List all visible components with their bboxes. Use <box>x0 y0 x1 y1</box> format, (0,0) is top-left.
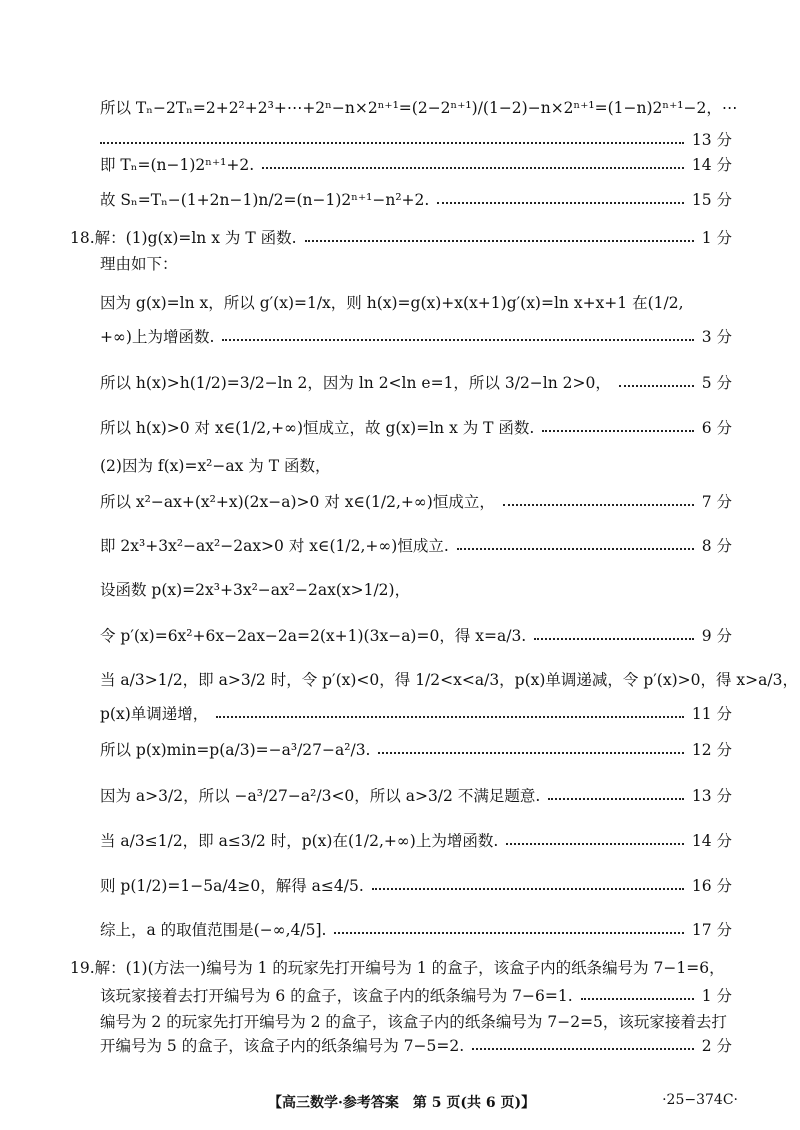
content-line: 所以 x²−ax+(x²+x)(2x−a)>0 对 x∈(1/2,+∞)恒成立， 7 分 <box>100 490 732 512</box>
question-heading-18: 18.解：(1)g(x)=ln x 为 T 函数. 1 分 <box>70 226 732 248</box>
dot-leader <box>334 932 683 934</box>
content-line <box>100 128 732 150</box>
dot-leader <box>222 339 693 341</box>
question-heading-19: 19.解：(1)(方法一)编号为 1 的玩家先打开编号为 1 的盒子，该盒子内的纸条编号为 7−1=6， <box>70 959 725 977</box>
score-label: 13 分 <box>691 787 732 805</box>
score-label: 14 分 <box>691 156 732 174</box>
dot-leader <box>437 202 684 204</box>
content-line: 理由如下： <box>100 255 178 273</box>
content-line: 设函数 p(x)=2x³+3x²−ax²−2ax(x>1/2)， <box>100 581 411 599</box>
content-line: 开编号为 5 的盒子，该盒子内的纸条编号为 7−5=2. 2 分 <box>100 1034 732 1056</box>
dot-leader <box>542 430 693 432</box>
content-line: 所以 Tₙ−2Tₙ=2+2²+2³+⋯+2ⁿ−n×2ⁿ⁺¹=(2−2ⁿ⁺¹)/(1−2)−n×2ⁿ⁺¹=(1−n)2ⁿ⁺¹−2，⋯ <box>100 99 738 117</box>
footer-code: ·25−374C· <box>662 1092 738 1108</box>
score-label: 5 分 <box>701 374 732 392</box>
score-label: 13 分 <box>691 131 732 149</box>
dot-leader <box>305 240 694 242</box>
content-line: 因为 a>3/2，所以 −a³/27−a²/3<0，所以 a>3/2 不满足题意. 13 分 <box>100 784 732 806</box>
content-line: 编号为 2 的玩家先打开编号为 2 的盒子，该盒子内的纸条编号为 7−2=5，该玩家接着去打 <box>100 1013 727 1031</box>
score-label: 8 分 <box>701 537 732 555</box>
content-line: 所以 h(x)>h(1/2)=3/2−ln 2，因为 ln 2<ln e=1，所以 3/2−ln 2>0， 5 分 <box>100 371 732 393</box>
content-line: 令 p′(x)=6x²+6x−2ax−2a=2(x+1)(3x−a)=0，得 x=a/3. 9 分 <box>100 624 732 646</box>
dot-leader <box>619 385 694 387</box>
score-label: 1 分 <box>701 229 732 247</box>
score-label: 7 分 <box>701 493 732 511</box>
dot-leader <box>548 798 684 800</box>
footer-title: 【高三数学·参考答案 第 5 页(共 6 页)】 <box>268 1095 536 1111</box>
score-label: 16 分 <box>691 877 732 895</box>
content-line: +∞)上为增函数. 3 分 <box>100 325 732 347</box>
dot-leader <box>262 167 684 169</box>
content-line: 所以 p(x)min=p(a/3)=−a³/27−a²/3. 12 分 <box>100 738 732 760</box>
dot-leader <box>581 998 694 1000</box>
content-line: 因为 g(x)=ln x，所以 g′(x)=1/x，则 h(x)=g(x)+x(x+1)g′(x)=ln x+x+1 在(1/2, <box>100 294 684 312</box>
dot-leader <box>100 142 684 144</box>
dot-leader <box>472 1048 694 1050</box>
score-label: 3 分 <box>701 328 732 346</box>
dot-leader <box>506 843 684 845</box>
score-label: 17 分 <box>691 921 732 939</box>
dot-leader <box>503 504 694 506</box>
dot-leader <box>372 888 684 890</box>
score-label: 1 分 <box>701 987 732 1005</box>
score-label: 2 分 <box>701 1037 732 1055</box>
content-line: 当 a/3>1/2，即 a>3/2 时，令 p′(x)<0，得 1/2<x<a/3，p(x)单调递减，令 p′(x)>0，得 x>a/3， <box>100 671 798 689</box>
content-line: 即 Tₙ=(n−1)2ⁿ⁺¹+2. 14 分 <box>100 153 732 175</box>
content-line: 该玩家接着去打开编号为 6 的盒子，该盒子内的纸条编号为 7−6=1. 1 分 <box>100 984 732 1006</box>
content-line: 则 p(1/2)=1−5a/4≥0，解得 a≤4/5. 16 分 <box>100 874 732 896</box>
content-line: (2)因为 f(x)=x²−ax 为 T 函数， <box>100 457 331 475</box>
content-line: 综上，a 的取值范围是(−∞,4/5]. 17 分 <box>100 918 732 940</box>
content-line: 所以 h(x)>0 对 x∈(1/2,+∞)恒成立，故 g(x)=ln x 为 T 函数. 6 分 <box>100 416 732 438</box>
score-label: 11 分 <box>691 705 732 723</box>
dot-leader <box>534 638 693 640</box>
content-line: 故 Sₙ=Tₙ−(1+2n−1)n/2=(n−1)2ⁿ⁺¹−n²+2. 15 分 <box>100 188 732 210</box>
dot-leader <box>378 752 683 754</box>
score-label: 12 分 <box>691 741 732 759</box>
dot-leader <box>457 548 694 550</box>
score-label: 14 分 <box>691 832 732 850</box>
score-label: 9 分 <box>701 627 732 645</box>
score-label: 15 分 <box>691 191 732 209</box>
content-line: 即 2x³+3x²−ax²−2ax>0 对 x∈(1/2,+∞)恒成立. 8 分 <box>100 534 732 556</box>
content-line: p(x)单调递增， 11 分 <box>100 702 732 724</box>
score-label: 6 分 <box>701 419 732 437</box>
dot-leader <box>216 716 684 718</box>
content-line: 当 a/3≤1/2，即 a≤3/2 时，p(x)在(1/2,+∞)上为增函数. 14 分 <box>100 829 732 851</box>
